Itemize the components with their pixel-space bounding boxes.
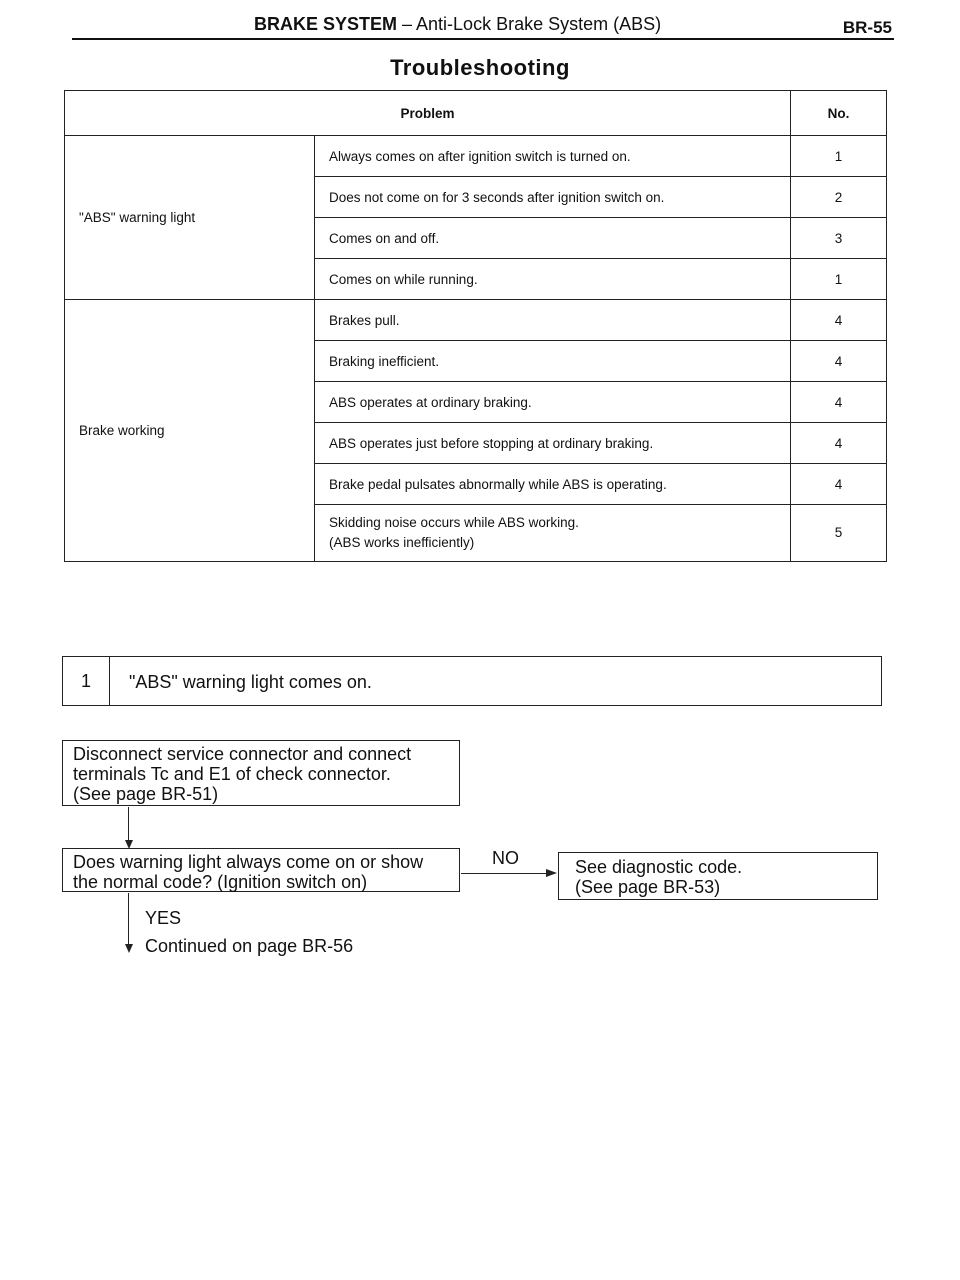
problem-cell: Comes on while running. <box>315 259 791 300</box>
section-title <box>254 14 661 35</box>
no-cell: 3 <box>791 218 887 259</box>
problem-cell: Always comes on after ignition switch is turned on. <box>315 136 791 177</box>
no-cell: 1 <box>791 136 887 177</box>
group-brake-working: Brake working <box>65 300 315 562</box>
no-cell: 4 <box>791 464 887 505</box>
page-title: Troubleshooting <box>390 55 570 80</box>
flow-action-line-2: terminals Tc and E1 of check connector. <box>73 764 391 784</box>
no-cell: 4 <box>791 423 887 464</box>
group-warning-light: "ABS" warning light <box>65 136 315 300</box>
step-title: "ABS" warning light comes on. <box>129 672 372 692</box>
header-no: No. <box>791 91 887 136</box>
step-header <box>62 656 882 706</box>
no-cell: 5 <box>791 505 887 562</box>
no-cell: 4 <box>791 300 887 341</box>
problem-cell: ABS operates just before stopping at ordinary braking. <box>315 423 791 464</box>
problem-cell: Does not come on for 3 seconds after ignition switch on. <box>315 177 791 218</box>
no-label: NO <box>492 848 519 868</box>
problem-cell: Brake pedal pulsates abnormally while ABS is operating. <box>315 464 791 505</box>
flow-no-result-box <box>558 852 878 900</box>
no-cell: 4 <box>791 382 887 423</box>
problem-cell: Braking inefficient. <box>315 341 791 382</box>
flow-question-box <box>62 848 460 892</box>
section-title-rest: – Anti-Lock Brake System (ABS) <box>397 14 662 34</box>
flow-action-box <box>62 740 460 806</box>
troubleshooting-table <box>64 90 887 562</box>
flow-action-line-1: Disconnect service connector and connect <box>73 744 412 764</box>
problem-cell: Brakes pull. <box>315 300 791 341</box>
flow-no-connector <box>461 873 546 874</box>
flow-question-line-1: Does warning light always come on or show <box>73 852 424 872</box>
flow-no-result-line-2: (See page BR-53) <box>575 877 721 897</box>
flow-no-result-line-1: See diagnostic code. <box>575 857 743 877</box>
no-cell: 1 <box>791 259 887 300</box>
step-number: 1 <box>63 657 110 705</box>
no-cell: 4 <box>791 341 887 382</box>
page-header <box>72 8 894 40</box>
flow-action-line-3: (See page BR-51) <box>73 784 219 804</box>
problem-cell <box>315 505 791 562</box>
arrow-down-icon <box>125 944 133 953</box>
continued-note: Continued on page BR-56 <box>145 936 354 956</box>
no-cell: 2 <box>791 177 887 218</box>
flow-yes-connector <box>128 893 129 945</box>
section-title-bold: BRAKE SYSTEM <box>254 14 398 34</box>
arrow-right-icon <box>546 869 557 877</box>
problem-line-1: Skidding noise occurs while ABS working. <box>329 515 579 530</box>
flow-connector-line <box>128 807 129 841</box>
page-number: BR-55 <box>842 18 892 37</box>
flow-question-line-2: the normal code? (Ignition switch on) <box>73 872 368 892</box>
problem-line-2: (ABS works inefficiently) <box>329 535 475 550</box>
yes-label: YES <box>145 908 182 928</box>
table-row <box>65 300 887 341</box>
table-header-row <box>65 91 887 136</box>
problem-cell: Comes on and off. <box>315 218 791 259</box>
table-row <box>65 136 887 177</box>
header-problem: Problem <box>65 91 791 136</box>
problem-cell: ABS operates at ordinary braking. <box>315 382 791 423</box>
